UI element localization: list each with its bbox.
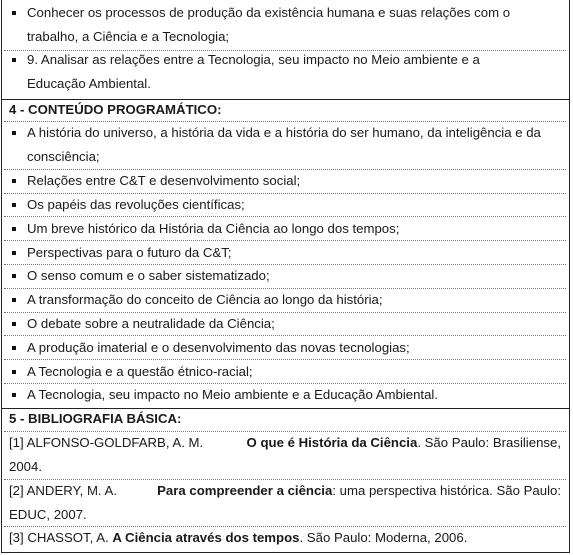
- content-item-2: Relações entre C&T e desenvolvimento social;: [27, 173, 301, 188]
- content-item-8: O debate sobre a neutralidade da Ciência;: [27, 316, 275, 331]
- content-item-4: Um breve histórico da História da Ciência ao longo dos tempos;: [27, 221, 400, 236]
- bullet-marker: [12, 251, 16, 255]
- content-item-3: Os papéis das revoluções científicas;: [27, 197, 245, 212]
- reference-2-title: Para compreender a ciência: [157, 483, 333, 498]
- row-divider: [4, 479, 566, 480]
- row-divider: [4, 526, 566, 527]
- reference-2-line-1: [9, 483, 561, 499]
- reference-3-line-1: [9, 530, 467, 546]
- row-divider: [4, 216, 566, 217]
- section-4-title: 4 - CONTEÚDO PROGRAMÁTICO:: [9, 102, 222, 117]
- objective-2-line-1: 9. Analisar as relações entre a Tecnologia, seu impacto no Meio ambiente e a: [27, 52, 480, 67]
- reference-2-line-2: EDUC, 2007.: [9, 507, 87, 522]
- bullet-marker: [12, 203, 16, 207]
- row-divider: [4, 193, 566, 194]
- bullet-marker: [12, 298, 16, 302]
- content-item-11: A Tecnologia, seu impacto no Meio ambiente e a Educação Ambiental.: [27, 387, 439, 402]
- row-divider: [4, 264, 566, 265]
- bullet-marker: [12, 274, 16, 278]
- reference-2-publisher: : uma perspectiva histórica. São Paulo:: [332, 483, 561, 498]
- objective-1-line-1: Conhecer os processos de produção da existência humana e suas relações com o: [27, 5, 511, 20]
- bullet-marker: [12, 393, 16, 397]
- reference-2-authors: [2] ANDERY, M. A.: [9, 483, 117, 498]
- objective-2-line-2: Educação Ambiental.: [27, 76, 151, 91]
- bullet-marker: [12, 131, 16, 135]
- objective-1-line-2: trabalho, a Ciência e a Tecnologia;: [27, 29, 230, 44]
- bullet-marker: [12, 58, 16, 62]
- row-divider: [4, 240, 566, 241]
- content-item-5: Perspectivas para o futuro da C&T;: [27, 245, 232, 260]
- content-item-1-line-2: consciência;: [27, 149, 100, 164]
- bullet-marker: [12, 179, 16, 183]
- section-divider: [1, 408, 570, 409]
- bullet-marker: [12, 322, 16, 326]
- section-5-title: 5 - BIBLIOGRAFIA BÁSICA:: [9, 411, 182, 426]
- bullet-marker: [12, 370, 16, 374]
- reference-3-authors: [3] CHASSOT, A.: [9, 530, 113, 545]
- bullet-marker: [12, 227, 16, 231]
- row-divider: [4, 50, 566, 51]
- row-divider: [4, 121, 566, 122]
- content-item-6: O senso comum e o saber sistematizado;: [27, 268, 270, 283]
- reference-1-authors: [1] ALFONSO-GOLDFARB, A. M.: [9, 435, 204, 450]
- row-divider: [4, 359, 566, 360]
- content-item-9: A produção imaterial e o desenvolvimento das novas tecnologias;: [27, 340, 410, 355]
- section-divider: [1, 99, 570, 100]
- row-divider: [4, 312, 566, 313]
- reference-1-publisher: . São Paulo: Brasiliense,: [417, 435, 561, 450]
- reference-3-title: A Ciência através dos tempos: [112, 530, 300, 545]
- reference-3-publisher: . São Paulo: Moderna, 2006.: [299, 530, 468, 545]
- row-divider: [4, 431, 566, 432]
- bullet-marker: [12, 346, 16, 350]
- content-item-7: A transformação do conceito de Ciência ao longo da história;: [27, 292, 383, 307]
- bullet-marker: [12, 11, 16, 15]
- content-item-1-line-1: A história do universo, a história da vida e a história do ser humano, da inteligência e da: [27, 125, 541, 140]
- reference-1-line-2: 2004.: [9, 459, 43, 474]
- reference-1-line-1: [9, 435, 561, 451]
- content-item-10: A Tecnologia e a questão étnico-racial;: [27, 364, 253, 379]
- row-divider: [4, 169, 566, 170]
- row-divider: [4, 383, 566, 384]
- row-divider: [4, 288, 566, 289]
- reference-1-title: O que é História da Ciência: [246, 435, 418, 450]
- row-divider: [4, 335, 566, 336]
